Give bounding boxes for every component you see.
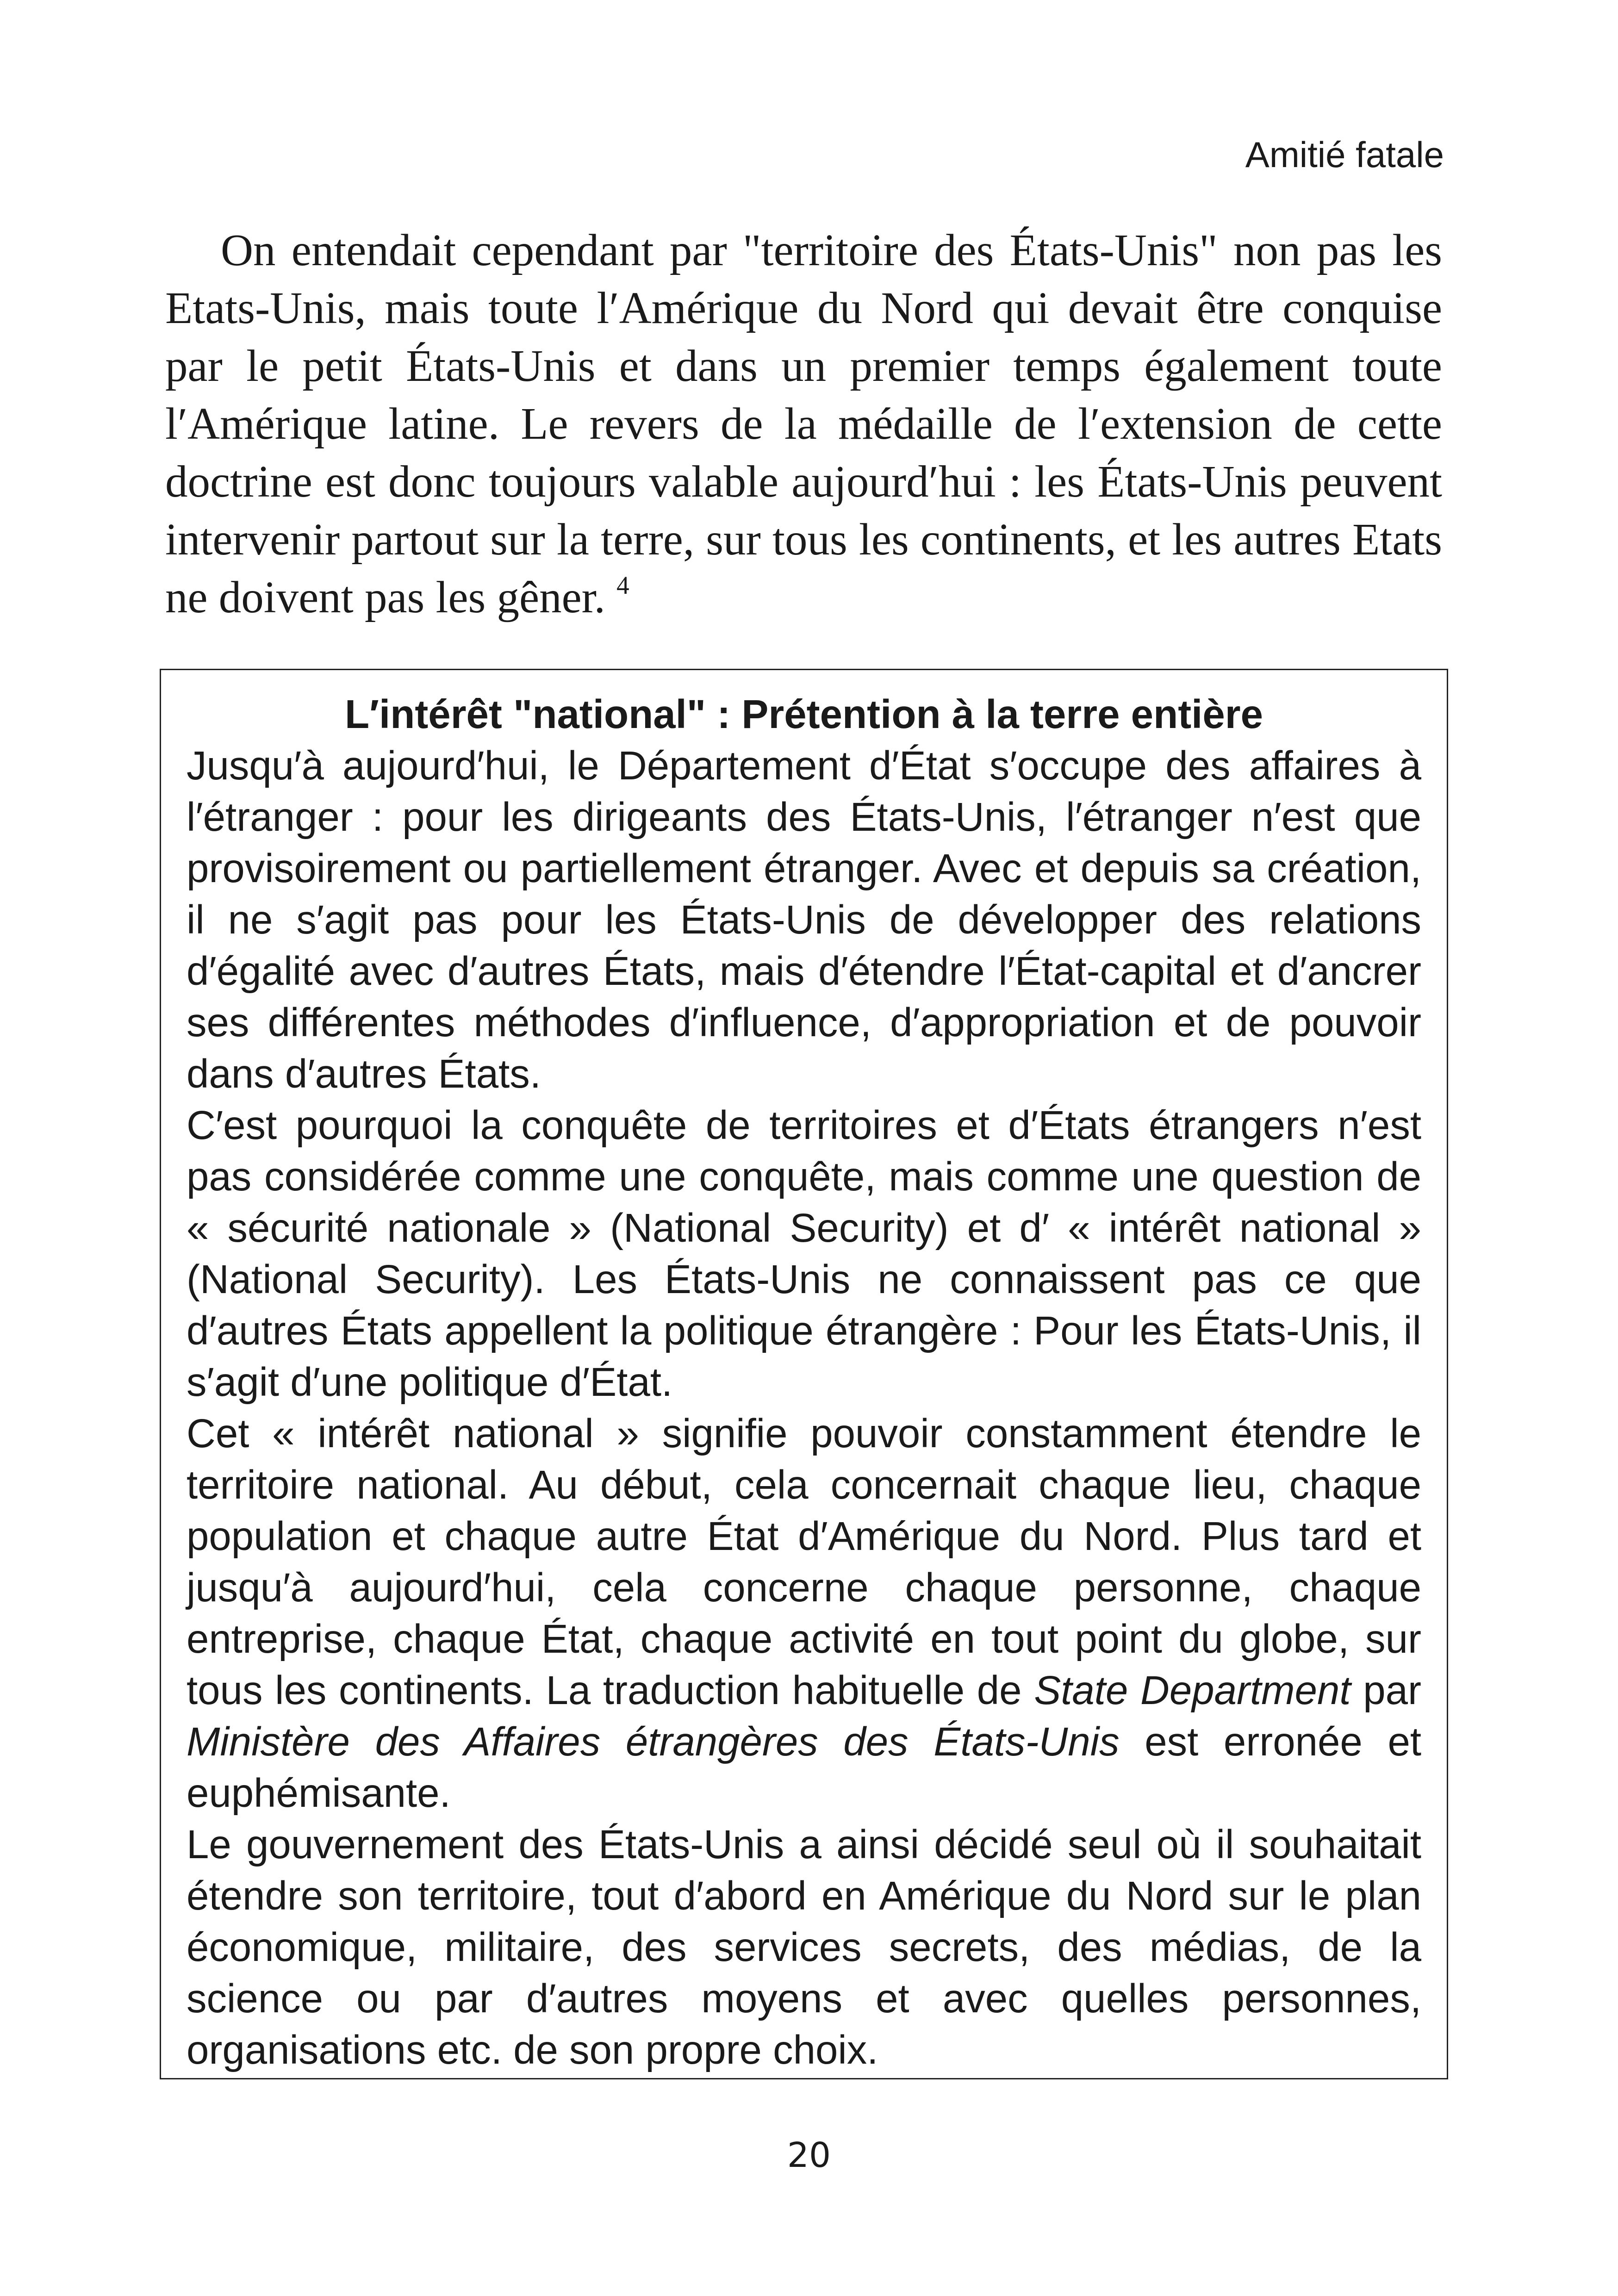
box-paragraph-2: C′est pourquoi la conquête de territoires et d′États étrangers n′est pas considérée comme une conquête, mais comme une question de « sécurité nationale » (National Security) et d′ « intérêt national » (National Security). Les États-Unis ne connaissent pas ce que d′autres États appellent la politique étrangère : Pour les États-Unis, il s′agit d′une politique d′État. bbox=[187, 1103, 1421, 1405]
intro-paragraph bbox=[165, 221, 1442, 626]
footnote-reference: 4 bbox=[616, 571, 629, 599]
box-paragraph-3 bbox=[187, 1408, 1421, 1819]
running-header: Amitié fatale bbox=[1245, 134, 1444, 175]
box-p3-term-state-department: State Department bbox=[1034, 1668, 1351, 1713]
box-p3-text-before: Cet « intérêt national » signifie pouvoir constamment étendre le territoire national. Au début, cela concernait chaque lieu, chaque population et chaque autre État d′Amérique du Nord. Plus tard et jusqu′à aujourd′hui, cela concerne chaque personne, chaque entreprise, chaque État, chaque activité en tout point du globe, sur tous les continents. La traduction habituelle de bbox=[187, 1411, 1421, 1713]
intro-text: On entendait cependant par "territoire des États-Unis" non pas les Etats-Unis, mais toute l′Amérique du Nord qui devait être conquise par le petit États-Unis et dans un premier temps également toute l′Amérique latine. Le revers de la médaille de l′extension de cette doctrine est donc toujours valable aujourd′hui : les États-Unis peuvent intervenir partout sur la terre, sur tous les continents, et les autres Etats ne doivent pas les gêner. bbox=[165, 225, 1442, 622]
box-title: L′intérêt "national" : Prétention à la terre entière bbox=[345, 692, 1263, 737]
box-p3-text-mid: par bbox=[1350, 1668, 1421, 1713]
box-paragraph-1: Jusqu′à aujourd′hui, le Département d′État s′occupe des affaires à l′étranger : pour les dirigeants des États-Unis, l′étranger n′est que provisoirement ou partiellement étranger. Avec et depuis sa création, il ne s′agit pas pour les États-Unis de développer des relations d′égalité avec d′autres États, mais d′étendre l′État-capital et d′ancrer ses différentes méthodes d′influence, d′appropriation et de pouvoir dans d′autres États. bbox=[187, 743, 1421, 1096]
box-p3-text-after: est erronée et euphémisante. bbox=[187, 1719, 1421, 1816]
page-number: 20 bbox=[787, 2135, 831, 2175]
sidebar-box bbox=[160, 669, 1448, 2079]
box-p3-term-ministere: Ministère des Affaires étrangères des États-Unis bbox=[187, 1719, 1120, 1764]
box-paragraph-4: Le gouvernement des États-Unis a ainsi décidé seul où il souhaitait étendre son territoire, tout d′abord en Amérique du Nord sur le plan économique, militaire, des services secrets, des médias, de la science ou par d′autres moyens et avec quelles personnes, organisations etc. de son propre choix. bbox=[187, 1822, 1421, 2072]
